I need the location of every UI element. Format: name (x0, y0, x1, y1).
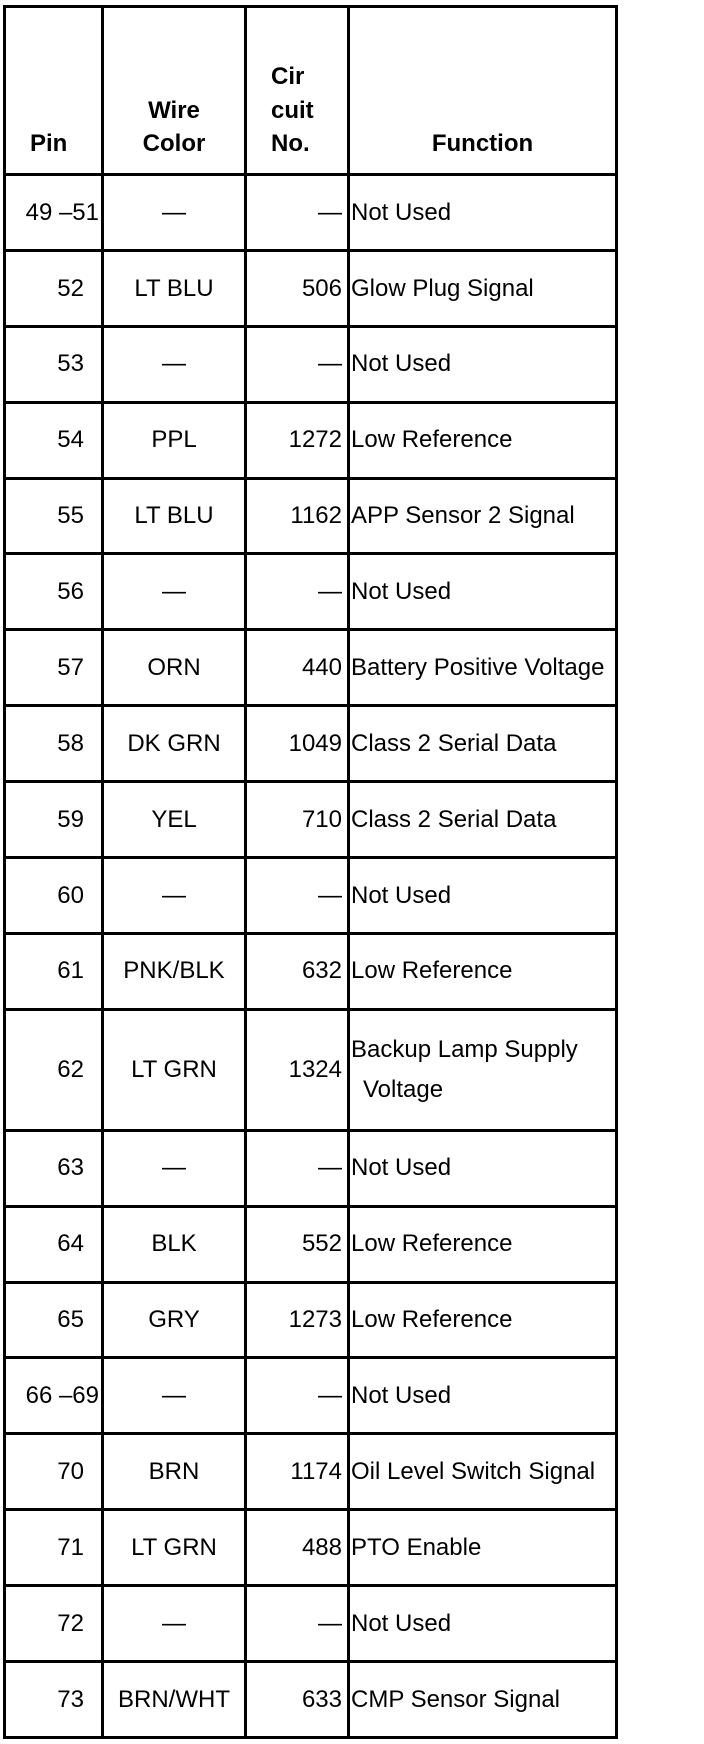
circuit-number-cell: — (246, 326, 349, 402)
pin-cell: 64 (5, 1206, 103, 1282)
table-row (5, 933, 617, 1009)
circuit-number-cell: — (246, 554, 349, 630)
table-row (5, 1434, 617, 1510)
circuit-number-cell: 1324 (246, 1009, 349, 1130)
pin-cell: 65 (5, 1282, 103, 1358)
pin-cell: 66 –69 (5, 1358, 103, 1434)
pin-cell: 70 (5, 1434, 103, 1510)
wire-color-cell: GRY (103, 1282, 246, 1358)
wire-color-cell: YEL (103, 782, 246, 858)
table-row (5, 478, 617, 554)
pin-cell: 53 (5, 326, 103, 402)
wire-color-column-header (103, 7, 246, 175)
function-cell: APP Sensor 2 Signal (349, 478, 617, 554)
circuit-number-cell: — (246, 857, 349, 933)
pin-cell: 58 (5, 706, 103, 782)
circuit-number-cell: 632 (246, 933, 349, 1009)
circuit-number-cell: 1272 (246, 402, 349, 478)
function-cell: Battery Positive Voltage (349, 630, 617, 706)
table-row (5, 402, 617, 478)
function-cell: Class 2 Serial Data (349, 706, 617, 782)
table-row (5, 1661, 617, 1737)
function-column-header (349, 7, 617, 175)
function-cell (349, 1009, 617, 1130)
table-row (5, 1282, 617, 1358)
table-row (5, 175, 617, 251)
pin-cell: 63 (5, 1130, 103, 1206)
function-line-2: Voltage (363, 1075, 444, 1103)
function-cell: CMP Sensor Signal (349, 1661, 617, 1737)
table-row (5, 782, 617, 858)
function-cell: Low Reference (349, 1206, 617, 1282)
wire-color-cell: — (103, 1358, 246, 1434)
table-row (5, 326, 617, 402)
pin-cell: 61 (5, 933, 103, 1009)
wire-color-cell: BRN/WHT (103, 1661, 246, 1737)
circuit-number-cell: — (246, 1130, 349, 1206)
circuit-number-cell: 552 (246, 1206, 349, 1282)
wire-color-cell: DK GRN (103, 706, 246, 782)
wire-color-cell: LT GRN (103, 1510, 246, 1586)
table-row (5, 1130, 617, 1206)
function-cell: Oil Level Switch Signal (349, 1434, 617, 1510)
function-cell: Not Used (349, 175, 617, 251)
wire-color-cell: — (103, 1130, 246, 1206)
function-cell: Not Used (349, 554, 617, 630)
wire-color-cell: — (103, 175, 246, 251)
wire-color-cell: ORN (103, 630, 246, 706)
function-cell: Not Used (349, 1130, 617, 1206)
table-row (5, 857, 617, 933)
table-row (5, 1358, 617, 1434)
table-row (5, 706, 617, 782)
circuit-number-cell: 1273 (246, 1282, 349, 1358)
pin-cell: 60 (5, 857, 103, 933)
circuit-number-cell: 633 (246, 1661, 349, 1737)
function-cell: Not Used (349, 326, 617, 402)
connector-pinout-table (3, 5, 618, 1739)
table-row (5, 554, 617, 630)
wire-color-header-line1: Wire (148, 96, 200, 124)
wire-color-cell: PPL (103, 402, 246, 478)
pin-cell: 57 (5, 630, 103, 706)
circuit-number-cell: 1162 (246, 478, 349, 554)
pin-cell: 59 (5, 782, 103, 858)
function-cell: Not Used (349, 1586, 617, 1662)
function-cell: PTO Enable (349, 1510, 617, 1586)
circuit-number-cell: 1049 (246, 706, 349, 782)
function-cell: Class 2 Serial Data (349, 782, 617, 858)
circuit-number-cell: 506 (246, 250, 349, 326)
pin-cell: 56 (5, 554, 103, 630)
wire-color-cell: BRN (103, 1434, 246, 1510)
table-row (5, 250, 617, 326)
pin-cell: 55 (5, 478, 103, 554)
wire-color-header-line2: Color (142, 130, 206, 158)
pin-cell: 52 (5, 250, 103, 326)
table-row (5, 1586, 617, 1662)
circuit-header-line1: Cir (271, 63, 305, 91)
function-cell: Not Used (349, 1358, 617, 1434)
function-cell: Not Used (349, 857, 617, 933)
wire-color-cell: — (103, 857, 246, 933)
circuit-number-cell: — (246, 1358, 349, 1434)
wire-color-cell: — (103, 1586, 246, 1662)
pin-cell: 62 (5, 1009, 103, 1130)
function-cell: Low Reference (349, 1282, 617, 1358)
circuit-number-cell: 440 (246, 630, 349, 706)
wire-color-cell: — (103, 326, 246, 402)
function-header-text: Function (431, 130, 534, 158)
wire-color-cell: — (103, 554, 246, 630)
function-cell: Glow Plug Signal (349, 250, 617, 326)
pin-cell: 49 –51 (5, 175, 103, 251)
header-row (5, 7, 617, 175)
circuit-number-cell: 710 (246, 782, 349, 858)
function-cell: Low Reference (349, 402, 617, 478)
wire-color-cell: LT BLU (103, 478, 246, 554)
pin-header-text: Pin (30, 130, 68, 158)
circuit-number-cell: 488 (246, 1510, 349, 1586)
circuit-number-column-header (246, 7, 349, 175)
pin-cell: 54 (5, 402, 103, 478)
wire-color-cell: LT BLU (103, 250, 246, 326)
table-row (5, 1206, 617, 1282)
circuit-number-cell: — (246, 175, 349, 251)
circuit-header-line2: cuit (271, 96, 314, 124)
circuit-number-cell: 1174 (246, 1434, 349, 1510)
pin-cell: 72 (5, 1586, 103, 1662)
pin-cell: 71 (5, 1510, 103, 1586)
wire-color-cell: LT GRN (103, 1009, 246, 1130)
table-row (5, 1510, 617, 1586)
pin-cell: 73 (5, 1661, 103, 1737)
pin-column-header (5, 7, 103, 175)
function-cell: Low Reference (349, 933, 617, 1009)
table-row (5, 1009, 617, 1130)
circuit-header-line3: No. (271, 130, 310, 158)
wire-color-cell: PNK/BLK (103, 933, 246, 1009)
circuit-number-cell: — (246, 1586, 349, 1662)
function-line-1: Backup Lamp Supply (351, 1036, 578, 1064)
wire-color-cell: BLK (103, 1206, 246, 1282)
table-row (5, 630, 617, 706)
